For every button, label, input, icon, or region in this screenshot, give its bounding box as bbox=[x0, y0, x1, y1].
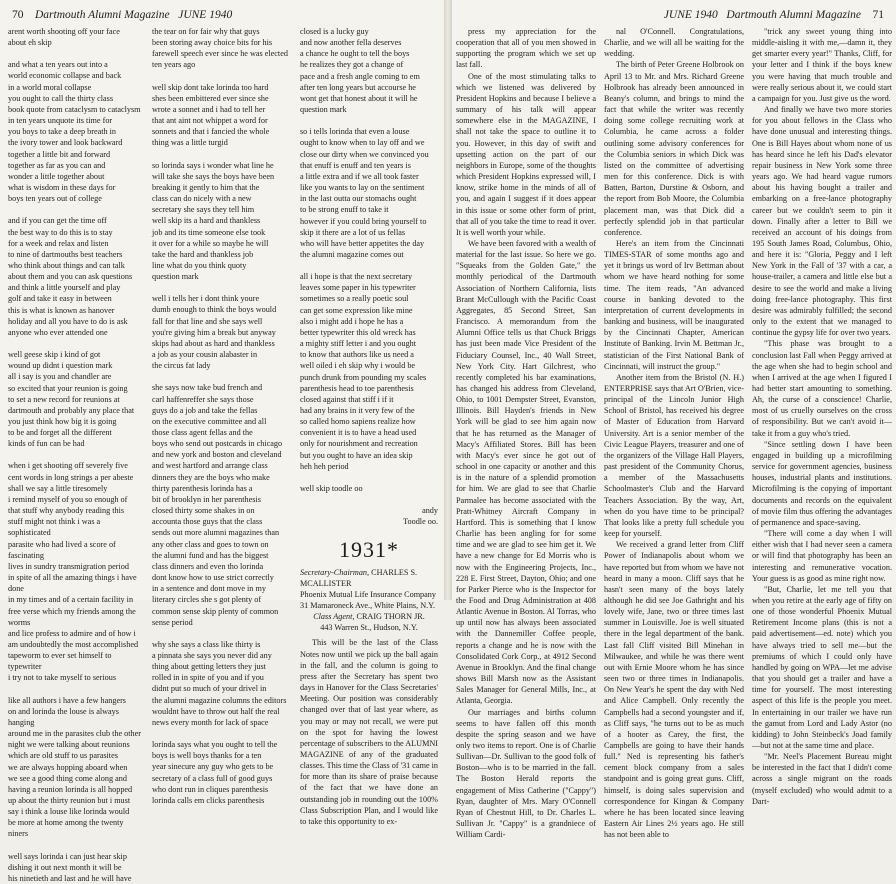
poem-stanza: so i tells lorinda that even a louse ought to know when to lay off and we close our dirty when we convinced you that enuff is enuff and ten years is a little extra and if we all took faster like you wants to lay on the sentiment in the last outta our stomachs ought to be strong enuff to take it however if you could bring yourself to skip it there are a lot of us fellas who will have better appetites the day the alumni magazine comes out bbox=[300, 127, 429, 259]
right-column-1 bbox=[456, 26, 596, 840]
class-year-heading: 1931* bbox=[339, 537, 399, 563]
poem-stanza: she says now take bud french and carl haffenreffer she says those guys do a job and take the fellas on the executive committee and all those class agent fellas and the boys who send out postcards in chicago and new york and boston and cleveland and west hartford and arrange class dinners they are the boys who make thirty parenthesis lorinda has a bit of brooklyn in her parenthesis closed thirty some shakes in on accounta those guys that the class sends out more alumni magazines than any other class and goes to town on the alumni fund and has the biggest class dinners and even tho lorinda dont know how to use strict correctly in a sentence and dont move in my literary circles she s got plenty of common sense skip plenty of common sense period bbox=[152, 383, 283, 627]
poem-stanza: well skip dont take lorinda too hard shes been embittered ever since she wrote a sonnet and i had to tell her that ant aint not whippet a word for sonnets and that i fancied the whole thing was a little turgid bbox=[152, 82, 270, 148]
poem-stanza: like all authors i have a few hangers on and lorinda the louse is always hanging around me in the parasites club the other night we were talking about reunions which are old stuff to us parasites we are always hopping aboard when we see a good thing come along and having a reunion lorinda is all hopped up about the thirty reunion but i must say i think a louse like lorinda would be more at home among the twenty niners bbox=[8, 695, 142, 839]
secretary-line bbox=[300, 567, 438, 589]
poem-stanza: so lorinda says i wonder what line he will take she says the boys have been breaking it gently to him that the class can do nicely with a new secretary she says they tell him well skip its a hard and thankless job and its time someone else took it over for a while so maybe he will take the hard and thankless job line what do you think quoty question mark bbox=[152, 160, 275, 282]
signature: andy bbox=[422, 506, 438, 516]
body-paragraph: nal O'Connell. Congratulations, Charlie, and we will all be waiting for the wedding. bbox=[604, 27, 744, 59]
poem-stanza: and if you can get the time off the best way to do this is to stay for a week and relax and listen to nine of dartmouths best teachers who think about things and can talk about them and you can ask questions and think a little yourself and play golf and take it easy in between this is what is known as hanover holiday and all you have to do is ask anyone who ever attended one bbox=[8, 216, 133, 337]
body-paragraph: Here's an item from the Cincinnati TIMES-STAR of some months ago and yet it brings us word of Irv Bettman about whom we have heard nothing for some time. The item reads, "An advanced course in banking devoted to the interpretation of current developments in banking and business, will be inaugurated by the Cincinnati Chapter, American Institute of Banking. Irvin M. Bettman Jr., statistician of the First National Bank of Cincinnati, will instruct the group." bbox=[604, 238, 744, 371]
body-paragraph: "But, Charlie, let me tell you that when you retire at the early age of fifty on one of those wonderful Phoenix Mutual Retirement Income plans (this is not a paid advertisement—ed. note) which you have always tried to sell me—but the premiums of which I could only have handled by going on WPA—let me advise that you should get a trailer and have a time for yourself. The most interesting aspect of this life is the people you meet. In entertaining in our trailer we have run the gamut from Lord and Lady Astor (no kidding) to John Steinbeck's Joad family—but not at the same time and place. bbox=[752, 584, 892, 750]
right-running-head bbox=[664, 9, 884, 21]
right-magazine-title: Dartmouth Alumni Magazine bbox=[726, 9, 861, 21]
poem-stanza: all i hope is that the next secretary leaves some paper in his typewriter sometimes so a really poetic soul can get some expression like mine also i might add i hope he has a better typewriter this old wreck has a mighty stiff letter i and you ought to know that authors like us need a well oiled i eh skip why i would be punch drunk from pounding my scales parenthesis head to toe parenthesis closed against that stiff i if it had any brains in it very few of the so called homo sapiens realize how convenient it is to have a head used only for nourishment and recreation but you ought to have an idea skip heh heh period bbox=[300, 272, 427, 471]
right-issue-date: JUNE 1940 bbox=[663, 9, 718, 21]
body-paragraph: We have been favored with a wealth of material for the last issue. So here we go. "Squeaks from the Golden Gate," the monthly periodical of the Dartmouth Association of Northern California, lists Brant McCullough with the Pacific Coast Aggregates, 85 Second Street, San Francisco. A memorandum from the Alumni Office tells us that Chuck Briggs has just been made Vice President of the Fiduciary Counsel, Inc., 40 Wall Street, New York City. Hart Gilchrest, who recently completed his bar examinations, has changed his address from Cleveland, Ohio, to 1001 Dempster Street, Evanston, Illinois. Bill Hayden's friends in New York will be glad to see him again now that he has returned as the Manager of Macy's Affiliated Stores. Bill has been with Macy's ever since he got out of school in one capacity or another and this is in the nature of a splendid promotion for him. We are glad to see that Charlie Parmalee has become associated with the Pratt-Whitney Aircraft Company in Hartford. This is something that I know Charlie has been angling for for some time and we are glad to see him get it. We have a new change for Ed Morris who is now with the Engineering Projects, Inc., 228 E. First Street, Dayton, Ohio; and one for Parker Pierce who is the Inspector for the Food and Drug Administration at 408 Atlantic Avenue in Boston. Al Torras, who up until now has always been associated with the Dannemiller Coffee people, reports a change and he is now with the Consolidated Cork Corp., at 4912 Second Avenue in Brooklyn. And the final change shows Bill Marsh now as the Assistant Sales Manager for General Mills, Inc., at Atlanta, Georgia. bbox=[456, 238, 596, 706]
closing-line: Toodle oo. bbox=[403, 517, 438, 527]
poem-stanza: lorinda says what you ought to tell the boys is well boys thanks for a ten year sinecure any guy who gets to be secretary of a class full of good guys who dont run in cliques parenthesis lorinda calls em clicks parenthesis bbox=[152, 740, 278, 805]
body-paragraph: And finally we have two more stories for you about fellows in the Class who have done unusual and interesting things. One is Bill Hayes about whom none of us has heard since he left his Dad's elevator repair business in New York some three years ago. We had heard vague rumors about his having bought a trailer and embarking on a free-lance photography career but we couldn't seem to pin it down. Finally after a letter to Bill we received an account of his doings from 195 South James Road, Columbus, Ohio, and here it is: "Gloria, Peggy and I left New York in the Fall of '37 with a car, a house-trailer, a camera and little else but a desire to see the world and make a living doing free-lance photography. This first desire was admirably fulfilled; the second only to the extent that we managed to continue the gypsy life for over two years. bbox=[752, 105, 892, 338]
body-paragraph: press my appreciation for the cooperation that all of you men showed in supporting the program which we set up last fall. bbox=[456, 27, 596, 70]
left-running-head bbox=[12, 9, 232, 21]
body-paragraph: "Mr. Neel's Placement Bureau might be interested in the fact that I didn't come across a single migrant on the roads (myself excluded) who would admit to a Dart- bbox=[752, 752, 892, 806]
agent-name: CRAIG THORN JR. bbox=[356, 612, 425, 622]
body-paragraph: Another item from the Bristol (N. H.) ENTERPRISE says that Art O'Brien, vice-principal of the Lincoln Junior High School of Bristol, has received his degree of Master of Education from Harvard University. Art is a senior member of the Civic League Players, treasurer and one of the organizers of the Village Hall Players, past president of the Community Chorus, a member of the Massachusetts Schoolmaster's Club and the Harvard Teachers Association. By the way, Art, when do you have time to be principal? That looks like a pretty full schedule you keep for yourself. bbox=[604, 372, 744, 539]
body-paragraph: One of the most stimulating talks to which we listened was delivered by President Hopkins and because I believe a summary of his talk will appear somewhere else in the MAGAZINE, I shall not take the space to outline it to you. However, in this day of swift and upsetting action on the part of our neighbors in Europe, some of the thoughts which President Hopkins expressed will, I know, strike home in the minds of all of you, and again I suggest if it does appear in this issue or some other form of print, that all of you take the time to read it over. It is well worth your while. bbox=[456, 71, 596, 237]
page-gutter bbox=[444, 0, 452, 600]
left-column-1 bbox=[8, 26, 144, 883]
body-paragraph: Our marriages and births column seems to have fallen off this month despite the spring season and we have only two items to report. One is of Charlie Sullivan—Dr. Sullivan to the good folk of Boston—who is to be married in the fall. The Boston Herald reports the engagement of Miss Catherine ("Cappy") Ryan, daughter of Mrs. Mary O'Connell Ryan of Chestnut Hill, to Dr. Charles L. Sullivan Jr. "Cappy" is a grandniece of William Cardi- bbox=[456, 707, 596, 840]
poem-stanza: closed is a lucky guy and now another fella deserves a chance he ought to tell the boys he realizes they got a change of pace and a fresh angle coming to em after ten long years but accourse he wont get that honest about it will he question mark bbox=[300, 27, 420, 115]
right-page bbox=[452, 0, 896, 840]
secretary-name: CHARLES S. MCALLISTER bbox=[300, 568, 418, 589]
left-issue-date: JUNE 1940 bbox=[178, 9, 233, 21]
sign-off: well skip toodle oo bbox=[300, 483, 363, 493]
body-paragraph: The birth of Peter Greene Holbrook on April 13 to Mr. and Mrs. Richard Greene Holbrook has already been announced in Beany's column, and brings to mind the fact that while the writer was recently doing some college recruiting work at Columbia, he came across a folder outlining some advisory conferences for the Columbia seniors in which Dick was listed on the committee of advertising men for this conference. Dick is with Batten, Barton, Durstine & Osborn, and the report from Bob Moore, the Columbia placement man, was that Dick did a perfectly splendid job in that particular conference. bbox=[604, 60, 744, 237]
right-page-number: 71 bbox=[872, 9, 884, 21]
right-column-2 bbox=[604, 26, 744, 840]
left-column-2 bbox=[152, 26, 292, 805]
agent-address: 443 Warren St., Hudson, N.Y. bbox=[320, 623, 418, 633]
poem-stanza: the tear on for fair why that guys been storing away choice bits for his farewell speech ever since he was elected ten years ago bbox=[152, 27, 288, 70]
agent-role: Class Agent, bbox=[313, 612, 355, 622]
poem-stanza: well geese skip i kind of got wound up didnt i question mark all i say is you and chandler are so excited that your reunion is going to set a new record for reunions at dartmouth and probably any place that you just think how big it is going to be and forget all the different kinds of fun can be had bbox=[8, 350, 135, 449]
body-paragraph: "There will come a day when I will either wish that I had never seen a camera or will find that photography has been an interesting and remunerative vocation. Your guess is as good as mine right now. bbox=[752, 529, 892, 583]
agent-line bbox=[300, 611, 438, 622]
poem-stanza: why she says a class like thirty is a pinnata she says you never did any thing about getting letters they just rolled in in spite of you and if you didnt put so much of your drivel in the alumni magazine columns the editors wouldnt have to throw out half the real news every month for lack of space bbox=[152, 639, 287, 727]
left-page bbox=[0, 0, 444, 883]
body-paragraph: We received a grand letter from Cliff Power of Indianapolis about whom we have reported but from whom we have not heard in many a moon. Cliff says that he hasn't seen many of the boys lately although he did see Joe Gathright and his lovely wife, Jane, two or three times last summer in Louisville. Joe is well situated there in the legal department of the bank. Last fall Cliff visited Bill Minehan in Milwaukee, and while he was there went out with Ernie Moore whom he has since seen two or three times in Indianapolis. On New Year's he spent the day with Ned and Alice Campbell. Only recently the Campbells had a second youngster and if, as Cliff says, "he turns out to be as much of a hooter as Carey, the first, the Campbells are going to have their hands full." Ned is representing his father's cement block company from a sales standpoint and is going great guns. Cliff, himself, is doing sales supervision and correspondence for Kingan & Company where he has been located since leaving Eastern Air Lines 2½ years ago. He still has not been able to bbox=[604, 540, 744, 840]
secretary-role: Secretary-Chairman, bbox=[300, 568, 370, 578]
left-page-number: 70 bbox=[12, 9, 24, 21]
poem-stanza: arent worth shooting off your face about eh skip bbox=[8, 27, 120, 48]
left-column-3 bbox=[300, 26, 439, 826]
body-paragraph: This will be the last of the Class Notes now until we pick up the ball again in the fall, and the column is going to press after the Secretary has spent two days in Hanover for the Class Secretaries' Meeting. Our position was considerably changed over that of last year where, as you may or may not recall, we were put on the spot for having the lowest percentage of subscribers to the ALUMNI MAGAZINE of any of the graduated classes. This time the Class of '31 came in for more than its share of praise because of the fact that we have done an outstanding job in rounding out the 100% Class Subscription Plan, and I would like to take this opportunity to ex- bbox=[300, 638, 439, 826]
poem-stanza: well i tells her i dont think youre dumb enough to think the boys would fall for that line and she says well you're giving him a break but anyway skips had about as hard and thankless a job as your cousin alabaster in the circus fat lady bbox=[152, 294, 277, 371]
body-paragraph: "This phase was brought to a conclusion last Fall when Peggy arrived at the age when she had to begin school and when I arrived at the age when I figured I had better start amounting to something. Ah, the curse of a conscience! Charlie, most of us cruelly ourselves on the cross of responsibility. But we can't avoid it—take it from a guy who's tried. bbox=[752, 339, 892, 438]
right-column-3 bbox=[752, 26, 892, 806]
poem-stanza: and what a ten years out into a world economic collapse and back in a world moral collapse you ought to call the thirty class book quote from cataclysm to cataclysm in ten years unquote its time for you boys to take a deep breath in the ivory tower and look backward together a little bit and forward together as far as you can and wonder a little together about what is wisdom in these days for boys ten years out of college bbox=[8, 60, 141, 204]
poem-stanza: well says lorinda i can just hear skip dishing it out next month it will be his ninetieth and last and he will have bbox=[8, 851, 132, 883]
secretary-address: Phoenix Mutual Life Insurance Company 31 Mamaroneck Ave., White Plains, N.Y. bbox=[300, 590, 436, 611]
poem-stanza: when i get shooting off severely five cent words in long strings a per abeste shall we say a little tiresomely i remind myself of you so enough of that stuff why anybody reading this stuff might not think i was a sophisticated parasite who had lived a score of fascinating lives in sundry transmigration period in spite of all the amazing things i have done in my times and of a certain facility in free verse which my friends among the worms and lice profess to admire and of how i am undoubtedly the most accomplished tapeworm to ever set himself to typewriter i try not to take myself to serious bbox=[8, 461, 139, 683]
body-paragraph: "trick any sweet young thing into middle-aisling it with me,—damn it, they get smarter every year!" Thanks, Cliff, for your letter and I think if the boys knew you were having that much trouble and were really serious about it, we could start a campaign for you. Just give us the word. bbox=[752, 27, 892, 103]
left-magazine-title: Dartmouth Alumni Magazine bbox=[35, 9, 170, 21]
body-paragraph: "Since settling down I have been engaged in building up a microfilming service for government agencies, business houses, industrial plants and institutions. Microfilming is the copying of important documents and records on the equivalent of movie film thus offering the advantages of permanence and space-saving. bbox=[752, 439, 892, 527]
